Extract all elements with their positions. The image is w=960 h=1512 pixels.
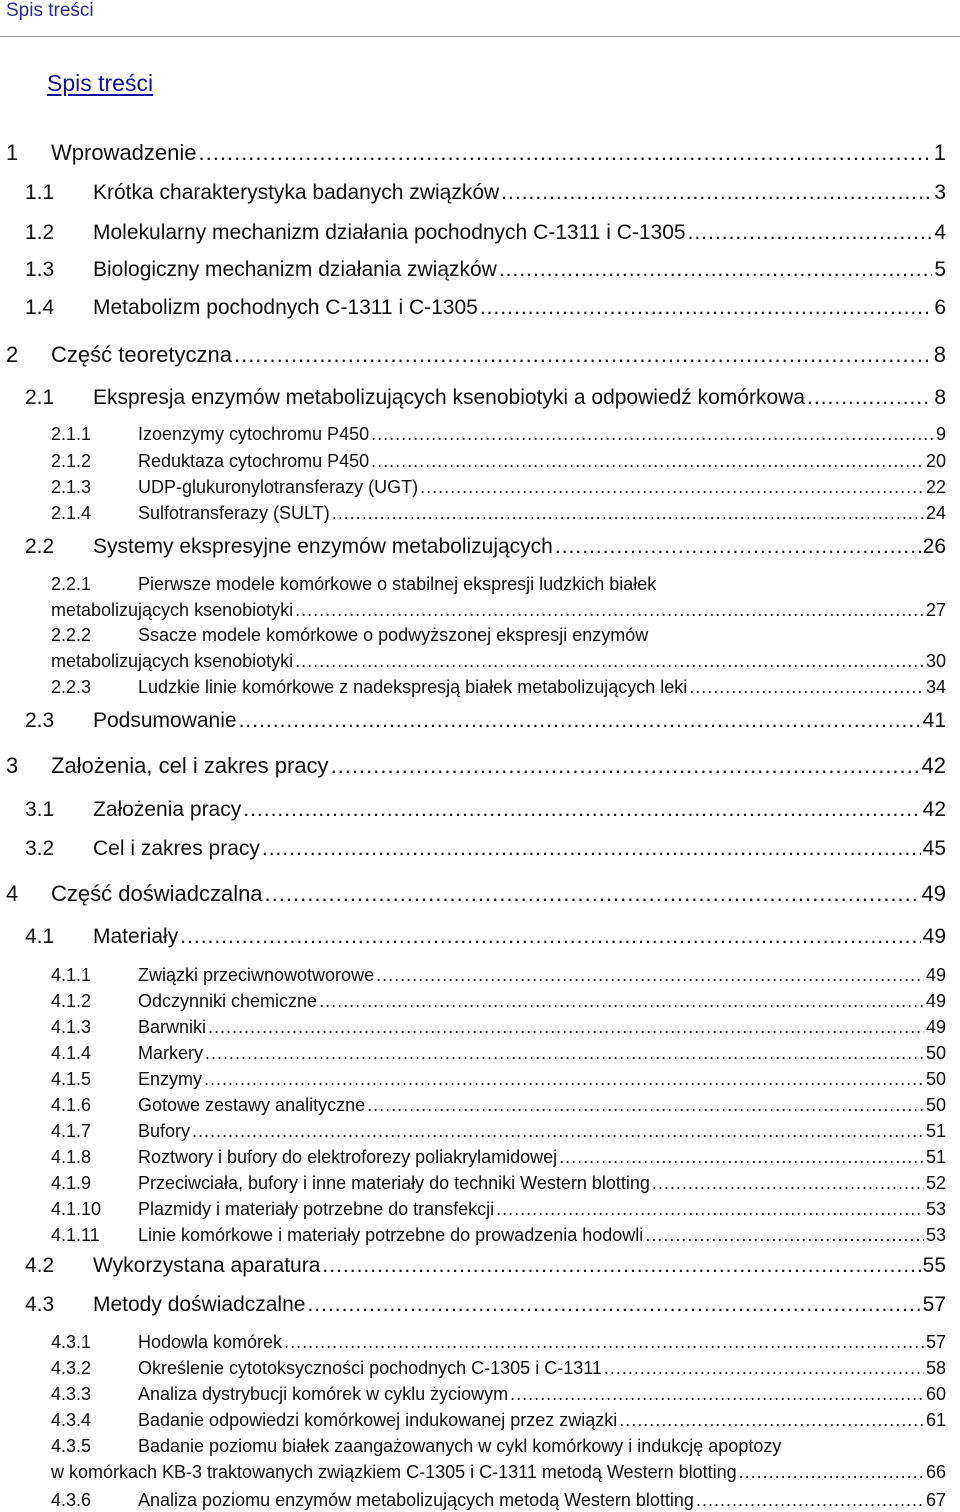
toc-entry-line [138,965,946,986]
toc-entry-line [138,1225,946,1246]
toc-entry-title: Gotowe zestawy analityczne [138,1095,366,1115]
toc-entry-line [138,1199,946,1220]
toc-entry-title: Molekularny mechanizm działania pochodnych C-1311 i C-1305 [93,221,686,244]
toc-entry-title: Izoenzymy cytochromu P450 [138,424,370,444]
toc-entry-page: 27 [925,600,946,620]
toc-entry-title: Plazmidy i materiały potrzebne do transfekcji [138,1199,495,1219]
toc-entry-line [138,1121,946,1142]
dot-leader [284,1332,924,1353]
toc-entry-line [93,386,946,410]
toc-entry-page: 51 [925,1147,946,1167]
toc-entry-page: 49 [925,1017,946,1037]
toc-entry-line [51,1462,946,1483]
toc-entry-number: 4.1.2 [51,991,92,1011]
toc-entry-page: 6 [934,296,946,319]
toc-entry-title: Pierwsze modele komórkowe o stabilnej ekspresji ludzkich białek [138,574,657,594]
toc-heading[interactable]: Spis treści [47,70,154,96]
toc-entry-number: 4.1.3 [51,1017,92,1037]
toc-entry-title: Sulfotransferazy (SULT) [138,503,330,523]
toc-entry-title: Związki przeciwnowotworowe [138,965,375,985]
dot-leader [199,140,932,166]
toc-entry-title: Wykorzystana aparatura [93,1254,321,1277]
toc-entry-number: 4.3.3 [51,1384,92,1404]
toc-entry-line [51,140,946,166]
page-header [0,0,960,37]
toc-entry-page: 4 [934,221,946,244]
toc-entry-title: Cel i zakres pracy [93,837,260,860]
toc-entry-number: 4.3.1 [51,1332,92,1352]
dot-leader [332,503,924,524]
toc-entry-line [138,1490,946,1511]
toc-entry-number: 2.3 [25,709,55,732]
dot-leader [208,1017,924,1038]
toc-entry-page: 22 [925,477,946,497]
toc-entry-number: 1.3 [25,258,55,281]
toc-entry-title: Założenia, cel i zakres pracy [51,753,329,778]
toc-entry-page: 1 [933,140,946,165]
toc-entry-number: 1 [6,140,19,165]
dot-leader [371,424,934,445]
toc-entry-page: 5 [934,258,946,281]
toc-entry-line [93,925,946,949]
toc-entry-line [93,1254,946,1278]
toc-entry-title: Hodowla komórek [138,1332,283,1352]
dot-leader [688,221,933,245]
toc-entry-number: 4.1.11 [51,1225,100,1245]
dot-leader [501,181,932,205]
toc-entry-line [51,600,946,621]
toc-entry-title: Określenie cytotoksyczności pochodnych C-1305 i C-1311 [138,1358,602,1378]
dot-leader [604,1358,924,1379]
dot-leader [262,837,921,861]
toc-entry-number: 3.1 [25,798,55,821]
dot-leader [204,1069,924,1090]
toc-entry-number: 1.1 [25,181,55,204]
toc-entry-title: Ekspresja enzymów metabolizujących ksenobiotyki a odpowiedź komórkowa [93,386,806,409]
toc-entry-number: 4.1.10 [51,1199,102,1219]
toc-entry-title: Metabolizm pochodnych C-1311 i C-1305 [93,296,478,319]
toc-entry-page: 42 [921,753,946,778]
toc-entry-line [138,1069,946,1090]
toc-entry-page: 51 [925,1121,946,1141]
dot-leader [559,1147,924,1168]
dot-leader [645,1225,924,1246]
toc-entry-page: 49 [925,965,946,985]
toc-entry-line [138,451,946,472]
dot-leader [265,881,920,907]
dot-leader [307,1293,920,1317]
toc-entry-page: 20 [925,451,946,471]
toc-entry-page: 3 [934,181,946,204]
toc-entry-line [138,1173,946,1194]
toc-entry-title-cont: w komórkach KB-3 traktowanych związkiem C-1305 i C-1311 metodą Western blotting [51,1462,737,1482]
toc-entry-title-cont: metabolizujących ksenobiotyki [51,600,294,620]
toc-entry-title: Część doświadczalna [51,881,263,906]
toc-entry-number: 3.2 [25,837,55,860]
toc-entry-page: 42 [922,798,946,821]
toc-entry-number: 3 [6,753,19,778]
toc-entry-number: 2.2.1 [51,574,92,594]
toc-entry-page: 50 [925,1043,946,1063]
dot-leader [295,600,924,621]
dot-leader [192,1121,924,1142]
toc-entry-number: 4.3.5 [51,1436,92,1456]
toc-entry-line [138,1043,946,1064]
toc-entry-line [138,1332,946,1353]
toc-entry-number: 4.1 [25,925,55,948]
toc-entry-line [138,1147,946,1168]
toc-entry-title: Bufory [138,1121,191,1141]
toc-entry-line [138,1410,946,1431]
toc-entry-page: 50 [925,1095,946,1115]
dot-leader [367,1095,924,1116]
dot-leader [689,677,924,698]
toc-entry-number: 4.1.4 [51,1043,92,1063]
toc-entry-title-cont: metabolizujących ksenobiotyki [51,651,294,671]
toc-entry-page: 61 [925,1410,946,1430]
dot-leader [499,258,932,282]
toc-entry-number: 2.1.1 [51,424,92,444]
toc-entry-page: 24 [925,503,946,523]
toc-entry-page: 41 [922,709,946,732]
toc-entry-title: Część teoretyczna [51,342,232,367]
toc-entry-number: 4.3 [25,1293,55,1316]
toc-entry-title: Odczynniki chemiczne [138,991,318,1011]
toc-entry-title: Wprowadzenie [51,140,197,165]
toc-entry-number: 4 [6,881,19,906]
toc-entry-line [93,296,946,320]
toc-entry-title: Barwniki [138,1017,207,1037]
toc-entry-page: 60 [925,1384,946,1404]
toc-entry-page: 9 [935,424,946,444]
toc-entry-line [138,477,946,498]
dot-leader [696,1490,924,1511]
toc-entry-page: 49 [925,991,946,1011]
toc-entry-number: 4.3.2 [51,1358,92,1378]
toc-entry-title: Linie komórkowe i materiały potrzebne do prowadzenia hodowli [138,1225,644,1245]
toc-entry-line [93,181,946,205]
toc-entry-title: Markery [138,1043,204,1063]
toc-entry-number: 1.4 [25,296,55,319]
toc-entry-page: 26 [922,535,946,558]
toc-entry-title: Biologiczny mechanizm działania związków [93,258,497,281]
toc-entry-title: Analiza dystrybucji komórek w cyklu życiowym [138,1384,509,1404]
dot-leader [807,386,932,410]
toc-entry-line [93,837,946,861]
toc-entry-line [93,221,946,245]
toc-entry-line [138,1358,946,1379]
toc-entry-number: 2.2.2 [51,625,92,645]
toc-entry-line [138,991,946,1012]
dot-leader [234,342,932,368]
toc-entry-number: 2.1.2 [51,451,92,471]
toc-entry-line [138,677,946,698]
toc-entry-line [93,1293,946,1317]
toc-entry-title: Badanie poziomu białek zaangażowanych w cykl komórkowy i indukcję apoptozy [138,1436,782,1456]
toc-entry-line [138,1017,946,1038]
toc-entry-line [51,753,946,779]
toc-entry-line [93,258,946,282]
toc-entry-page: 30 [925,651,946,671]
toc-entry-page: 52 [925,1173,946,1193]
toc-entry-page: 8 [934,386,946,409]
toc-entry-line [51,342,946,368]
dot-leader [371,451,924,472]
toc-entry-title: Założenia pracy [93,798,242,821]
toc-entry-line [51,881,946,907]
toc-entry-number: 2.2.3 [51,677,92,697]
toc-entry-line [138,503,946,524]
toc-entry-title: Materiały [93,925,179,948]
toc-entry-page: 50 [925,1069,946,1089]
toc-entry-page: 49 [922,925,946,948]
toc-entry-number: 2.1.3 [51,477,92,497]
dot-leader [510,1384,924,1405]
dot-leader [376,965,924,986]
dot-leader [331,753,920,779]
toc-entry-number: 4.1.5 [51,1069,92,1089]
toc-entry-number: 2.1.4 [51,503,92,523]
toc-entry-line [93,798,946,822]
toc-entry-number: 4.1.1 [51,965,92,985]
toc-entry-page: 8 [933,342,946,367]
toc-entry-page: 66 [925,1462,946,1482]
toc-entry-page: 55 [922,1254,946,1277]
dot-leader [205,1043,924,1064]
toc-entry-title: Metody doświadczalne [93,1293,306,1316]
toc-entry-title: Reduktaza cytochromu P450 [138,451,370,471]
toc-entry-title: Roztwory i bufory do elektroforezy poliakrylamidowej [138,1147,558,1167]
toc-entry-title: Analiza poziomu enzymów metabolizujących metodą Western blotting [138,1490,694,1510]
toc-entry-title: Badanie odpowiedzi komórkowej indukowanej przez związki [138,1410,618,1430]
toc-entry-page: 34 [925,677,946,697]
toc-entry-page: 49 [921,881,946,906]
toc-entry-title: Podsumowanie [93,709,237,732]
toc-entry-number: 4.3.6 [51,1490,92,1510]
toc-entry-number: 4.1.6 [51,1095,92,1115]
toc-entry-page: 57 [922,1293,946,1316]
toc-entry-page: 58 [925,1358,946,1378]
toc-entry-title: Przeciwciała, bufory i inne materiały do techniki Western blotting [138,1173,650,1193]
toc-entry-page: 53 [925,1225,946,1245]
dot-leader [619,1410,924,1431]
header-title: Spis treści [6,0,94,21]
dot-leader [322,1254,920,1278]
toc-entry-number: 1.2 [25,221,55,244]
toc-entry-number: 4.3.4 [51,1410,92,1430]
dot-leader [180,925,920,949]
toc-entry-line [138,1095,946,1116]
dot-leader [739,1462,924,1483]
toc-entry-number: 2.1 [25,386,55,409]
toc-entry-page: 57 [925,1332,946,1352]
toc-entry-line [138,424,946,445]
toc-entry-number: 4.1.8 [51,1147,92,1167]
toc-entry-title: Krótka charakterystyka badanych związków [93,181,500,204]
dot-leader [319,991,924,1012]
dot-leader [239,709,921,733]
toc-entry-title: Ludzkie linie komórkowe z nadekspresją białek metabolizujących leki [138,677,688,697]
dot-leader [480,296,932,320]
toc-entry-title: UDP-glukuronylotransferazy (UGT) [138,477,419,497]
toc-entry-page: 45 [922,837,946,860]
toc-entry-number: 4.1.7 [51,1121,92,1141]
toc-entry-line [93,709,946,733]
toc-entry-title: Systemy ekspresyjne enzymów metabolizujących [93,535,553,558]
toc-entry-number: 4.1.9 [51,1173,92,1193]
toc-entry-page: 67 [925,1490,946,1510]
dot-leader [243,798,920,822]
toc-entry-line [51,651,946,672]
dot-leader [420,477,924,498]
dot-leader [652,1173,924,1194]
toc-entry-line [138,1384,946,1405]
toc-entry-number: 2.2 [25,535,55,558]
toc-entry-title: Enzymy [138,1069,203,1089]
toc-entry-title: Ssacze modele komórkowe o podwyższonej ekspresji enzymów [138,625,649,645]
dot-leader [295,651,924,672]
toc-entry-line [93,535,946,559]
dot-leader [555,535,921,559]
toc-entry-number: 2 [6,342,19,367]
toc-entry-page: 53 [925,1199,946,1219]
dot-leader [496,1199,924,1220]
toc-entry-number: 4.2 [25,1254,55,1277]
